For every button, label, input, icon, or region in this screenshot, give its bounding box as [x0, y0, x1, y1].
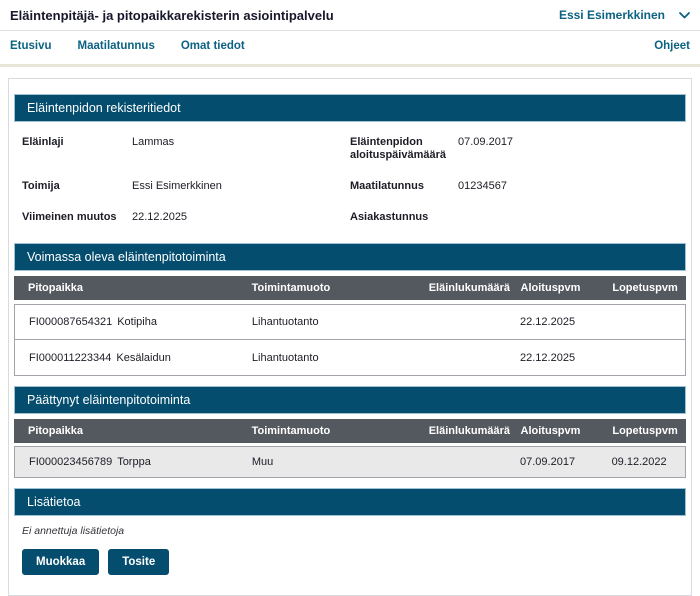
- pitopaikka-id: FI000011223344: [29, 351, 112, 364]
- cell-toimintamuoto: Lihantuotanto: [251, 316, 319, 328]
- field-value-maatilatunnus: 01234567: [458, 180, 507, 192]
- section-title: Voimassa oleva eläintenpitotoiminta: [27, 250, 226, 264]
- column-header-lopetuspvm: Lopetuspvm: [612, 282, 678, 294]
- field-label-maatilatunnus: Maatilatunnus: [350, 180, 424, 192]
- edit-button[interactable]: Muokkaa: [22, 549, 99, 575]
- field-label-elainlaji: Eläinlaji: [22, 136, 64, 148]
- field-value-elainlaji: Lammas: [132, 136, 175, 148]
- table-row: [15, 340, 685, 375]
- column-header-lopetuspvm: Lopetuspvm: [612, 425, 678, 437]
- field-label-toimija: Toimija: [22, 180, 60, 192]
- table-row: [15, 447, 685, 477]
- page-title: Eläintenpitäjä- ja pitopaikkarekisterin asiointipalvelu: [10, 7, 334, 23]
- main-nav: [0, 31, 700, 61]
- pitopaikka-name: Kesälaidun: [116, 351, 171, 364]
- field-label-aloituspaivamaara: Eläintenpidon aloituspäivämäärä: [350, 136, 446, 162]
- column-header-aloituspvm: Aloituspvm: [520, 282, 581, 294]
- section-header-active-activity: [14, 243, 686, 271]
- column-header-elainlukumaara: Eläinlukumäärä: [428, 282, 511, 294]
- chevron-down-icon: [679, 12, 690, 19]
- nav-item-etusivu[interactable]: Etusivu: [10, 40, 52, 52]
- cell-aloituspvm: 22.12.2025: [520, 351, 576, 364]
- field-label-viimeinen-muutos: Viimeinen muutos: [22, 211, 117, 223]
- section-header-additional-info: [14, 488, 686, 516]
- content-panel: [8, 78, 692, 596]
- table-header-row: [14, 276, 686, 300]
- section-title: Lisätietoa: [27, 495, 81, 509]
- section-title: Eläintenpidon rekisteritiedot: [27, 101, 181, 115]
- table-header-row: [14, 419, 686, 443]
- section-header-register-info: [14, 94, 686, 122]
- nav-item-maatilatunnus[interactable]: Maatilatunnus: [77, 40, 155, 52]
- field-label-asiakastunnus: Asiakastunnus: [350, 211, 429, 223]
- receipt-button[interactable]: Tosite: [108, 549, 169, 575]
- nav-item-ohjeet[interactable]: Ohjeet: [654, 40, 690, 52]
- field-value-aloituspaivamaara: 07.09.2017: [458, 136, 514, 148]
- pitopaikka-name: Kotipiha: [117, 316, 157, 328]
- cell-toimintamuoto: Muu: [251, 456, 274, 468]
- register-info-grid: [14, 122, 686, 243]
- section-header-ended-activity: [14, 386, 686, 414]
- column-header-toimintamuoto: Toimintamuoto: [251, 282, 331, 294]
- action-buttons: [14, 542, 686, 575]
- additional-info-empty-text: Ei annettuja lisätietoja: [22, 525, 125, 537]
- column-header-pitopaikka: Pitopaikka: [28, 282, 84, 294]
- column-header-pitopaikka: Pitopaikka: [28, 425, 84, 437]
- pitopaikka-id: FI000087654321: [29, 316, 113, 328]
- user-menu[interactable]: [559, 8, 690, 22]
- column-header-toimintamuoto: Toimintamuoto: [251, 425, 331, 437]
- pitopaikka-id: FI000023456789: [29, 456, 113, 468]
- pitopaikka-name: Torppa: [117, 456, 151, 468]
- table-row: [15, 305, 685, 340]
- section-title: Päättynyt eläintenpitotoiminta: [27, 393, 191, 407]
- field-value-viimeinen-muutos: 22.12.2025: [132, 211, 188, 223]
- ended-activity-table: [14, 419, 686, 478]
- column-header-elainlukumaara: Eläinlukumäärä: [428, 425, 511, 437]
- cell-toimintamuoto: Lihantuotanto: [251, 351, 319, 364]
- cell-aloituspvm: 07.09.2017: [520, 456, 576, 468]
- beige-divider: [0, 64, 700, 67]
- top-bar: [0, 0, 700, 31]
- user-name: Essi Esimerkkinen: [558, 8, 665, 22]
- column-header-aloituspvm: Aloituspvm: [520, 425, 581, 437]
- cell-lopetuspvm: 09.12.2022: [611, 456, 667, 468]
- active-activity-table: [14, 276, 686, 376]
- nav-item-omat-tiedot[interactable]: Omat tiedot: [180, 40, 245, 52]
- field-value-toimija: Essi Esimerkkinen: [132, 180, 222, 192]
- cell-aloituspvm: 22.12.2025: [520, 316, 576, 328]
